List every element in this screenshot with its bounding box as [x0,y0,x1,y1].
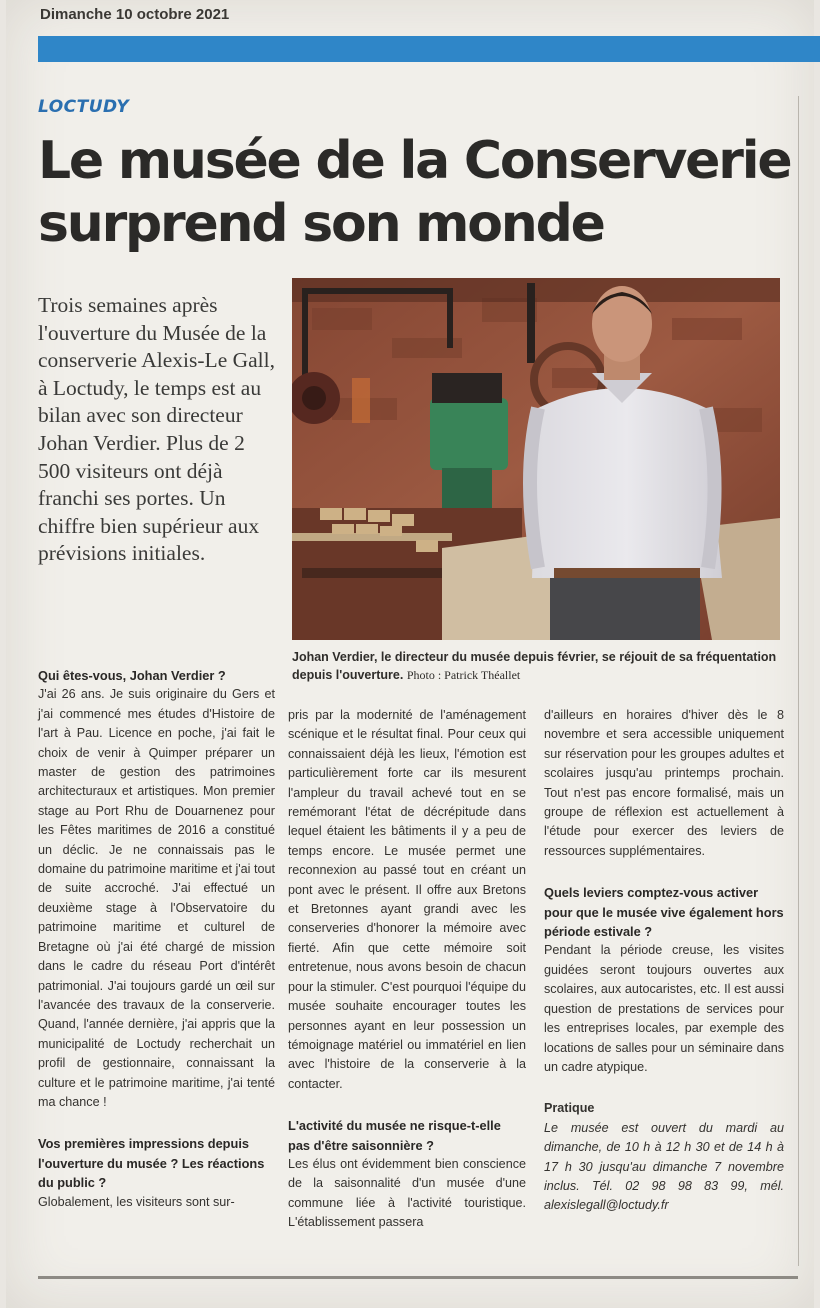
column-divider [798,96,799,1266]
header-color-bar [38,36,820,62]
interview-question-4: Quels leviers comptez-vous activer pour que le musée vive également hors période estivale ? [544,885,784,940]
interview-answer-1: J'ai 26 ans. Je suis originaire du Gers et j'ai commencé mes études d'Histoire de l'art à Pau. Licence en poche, j'ai fait le choix de venir à Quimper préparer un master de gestion des patrimoines architecturaux et artistiques. Mon premier stage au Port Rhu de Douarnenez pour les Fêtes maritimes de 2016 a constitué un déclic. Je ne connaissais pas le domaine du patrimoine maritime et j'ai tout de suite accroché. J'ai effectué un deuxième stage à l'Observatoire du patrimoine maritime et culturel de Bretagne où j'ai été chargé de mission dans le cadre du réseau Port d'intérêt patrimonial. J'ai toujours gardé un œil sur l'avancée des travaux de la conserverie. Quand, l'année dernière, j'ai appris que la municipalité de Loctudy recherchait un profil de gestionnaire, connaissant la culture et le patrimoine maritime, j'ai tenté ma chance ! [38,687,275,1109]
article-photo [292,278,780,640]
interview-question-2: Vos premières impressions depuis l'ouverture du musée ? Les réactions du public ? [38,1136,265,1191]
article-column-3 [544,706,784,1216]
interview-answer-3-start: Les élus ont évidemment bien conscience de la saisonnalité d'un musée d'une commune liée à l'activité touristique. L'établissement passera [288,1156,526,1230]
article-column-2 [288,706,526,1233]
photo-credit: Photo : Patrick Théallet [406,668,521,682]
interview-question-3: L'activité du musée ne risque-t-elle pas d'être saisonnière ? [288,1118,501,1153]
article-headline [38,130,808,256]
bottom-rule [38,1276,798,1279]
article-column-1 [38,666,275,1212]
interview-answer-4: Pendant la période creuse, les visites guidées seront toujours ouvertes aux scolaires, aux autocaristes, etc. Il est aussi question de prestations de services pour les entreprises locales, par exemple des locations de salles pour un séminaire dans un cadre atypique. [544,943,784,1074]
photo-caption [292,648,792,684]
practical-info-text: Le musée est ouvert du mardi au dimanche, de 10 h à 12 h 30 et de 14 h à 17 h 30 jusqu'au dimanche 7 novembre inclus. Tél. 02 98 98 83 99, mél. alexislegall@loctudy.fr [544,1120,784,1213]
museum-director-photo [292,278,780,640]
page-date: Dimanche 10 octobre 2021 [40,6,230,23]
headline-line-2: surprend son monde [38,194,604,254]
headline-line-1: Le musée de la Conserverie [38,131,791,191]
interview-answer-2-end: pris par la modernité de l'aménagement scénique et le résultat final. Pour ceux qui connaissaient déjà les lieux, l'émotion est particulièrement forte car ils mesurent l'ampleur du travail achevé tout en se remémorant l'état de décrépitude dans lequel étaient les bâtiments il y a peu de temps encore. Le musée permet une reconnexion au passé tout en créant un pont avec le présent. Il offre aux Bretons et Bretonnes ayant grandi avec les conserveries d'honorer la mémoire avec fierté. Afin que cette mémoire soit entretenue, nous avons besoin de chacun pour la stimuler. C'est pourquoi l'équipe du musée souhaite encourager toutes les personnes ayant en leur possession un témoignage matériel ou immatériel en lien avec l'histoire de la conserverie à la contacter. [288,708,526,1091]
article-lead: Trois semaines après l'ouverture du Musée de la conserverie Alexis-Le Gall, à Loctudy, le temps est au bilan avec son directeur Johan Verdier. Plus de 2 500 visiteurs ont déjà franchi ses portes. Un chiffre bien supérieur aux prévisions initiales. [38,293,276,566]
interview-question-1: Qui êtes-vous, Johan Verdier ? [38,668,226,683]
article-rubric: LOCTUDY [38,97,130,117]
interview-answer-2-start: Globalement, les visiteurs sont sur- [38,1194,235,1209]
interview-answer-3-end: d'ailleurs en horaires d'hiver dès le 8 novembre et sera accessible uniquement sur réservation pour les groupes adultes et scolaires jusqu'au printemps prochain. Tout n'est pas encore formalisé, mais un groupe de réflexion est actuellement à l'étude pour exercer des leviers de ressources supplémentaires. [544,708,784,858]
practical-info-title: Pratique [544,1101,595,1116]
caption-text: Johan Verdier, le directeur du musée depuis février, se réjouit de sa fréquentation depuis l'ouverture. [292,650,777,682]
